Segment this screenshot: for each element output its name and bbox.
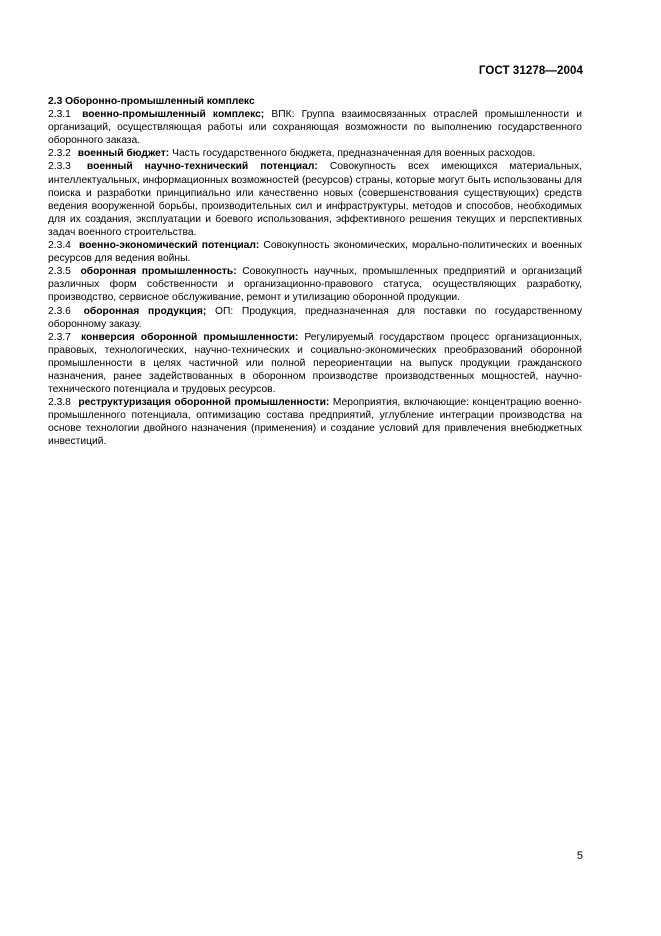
term-name: военный научно-технический потенциал: xyxy=(86,161,318,173)
term-entry-2-3-4 xyxy=(48,239,582,265)
page-number: 5 xyxy=(576,850,583,862)
term-entry-2-3-7 xyxy=(48,331,582,396)
term-name: реструктуризация оборонной промышленности: xyxy=(78,397,330,409)
term-definition: ОП: Продукция, предназначенная для поставки по государственному оборонному заказу. xyxy=(48,305,582,330)
document-header-standard-id: ГОСТ 31278—2004 xyxy=(478,65,583,77)
term-name: военно-экономический потенциал: xyxy=(78,240,260,252)
term-name: оборонная промышленность: xyxy=(80,266,237,278)
term-name: военно-промышленный комплекс; xyxy=(82,109,265,121)
term-number: 2.3.4 xyxy=(48,240,71,252)
term-entry-2-3-1 xyxy=(48,108,582,147)
term-definition: Совокупность экономических, морально-политических и военных ресурсов для ведения войны. xyxy=(48,240,582,265)
term-name: конверсия оборонной промышленности: xyxy=(80,331,299,343)
term-definition: Совокупность научных, промышленных предприятий и организаций различных форм собственности и организационно-правового статуса, осуществляющих разработку, производство, сервисное обслуживание, ремонт и утилизацию оборонной продукции. xyxy=(48,266,582,304)
term-number: 2.3.2 xyxy=(48,148,71,160)
section-title: 2.3 Оборонно-промышленный комплекс xyxy=(48,96,255,107)
term-entry-2-3-6 xyxy=(48,305,582,331)
term-entry-2-3-2 xyxy=(48,147,582,160)
document-body xyxy=(48,95,582,449)
term-number: 2.3.7 xyxy=(48,331,71,343)
term-entry-2-3-5 xyxy=(48,265,582,304)
term-entry-2-3-8 xyxy=(48,396,582,448)
term-definition: Часть государственного бюджета, предназначенная для военных расходов. xyxy=(172,148,536,160)
term-number: 2.3.6 xyxy=(48,305,71,317)
term-number: 2.3.5 xyxy=(48,266,71,278)
term-number: 2.3.1 xyxy=(48,109,71,121)
term-definition: Совокупность всех имеющихся материальных, интеллектуальных, информационных возможностей (ресурсов) страны, которые могут быть использованы для поиска и разработки принципиально или качественно новых (совершенствования существующих) средств ведения вооруженной борьбы, производительных сил и инфраструктуры, методов и способов, необходимых для их создания, эксплуатации и боевого использования, эффективного решения текущих и перспективных задач военного строительства. xyxy=(48,161,582,238)
term-name: военный бюджет: xyxy=(77,148,170,160)
term-definition: ВПК: Группа взаимосвязанных отраслей промышленности и организаций, осуществляющая работы или сохраняющая возможности по выполнению государственного оборонного заказа. xyxy=(48,109,582,147)
term-definition: Мероприятия, включающие: концентрацию военно-промышленного потенциала, оптимизацию состава предприятий, углубление интеграции производства на основе технологии двойного назначения (применения) и создание условий для привлечения внебюджетных инвестиций. xyxy=(48,397,582,448)
term-number: 2.3.8 xyxy=(48,397,71,409)
term-number: 2.3.3 xyxy=(48,161,71,173)
term-name: оборонная продукция; xyxy=(83,305,207,317)
term-definition: Регулируемый государством процесс организационных, правовых, технологических, научно-технических и социально-экономических преобразований оборонной промышленности в целях частичной или полной переориентации на выпуск продукции гражданского назначения, ранее задействованных в оборонном производстве производственных мощностей, научно-технического потенциала и трудовых ресурсов. xyxy=(48,331,582,396)
term-entry-2-3-3 xyxy=(48,160,582,239)
